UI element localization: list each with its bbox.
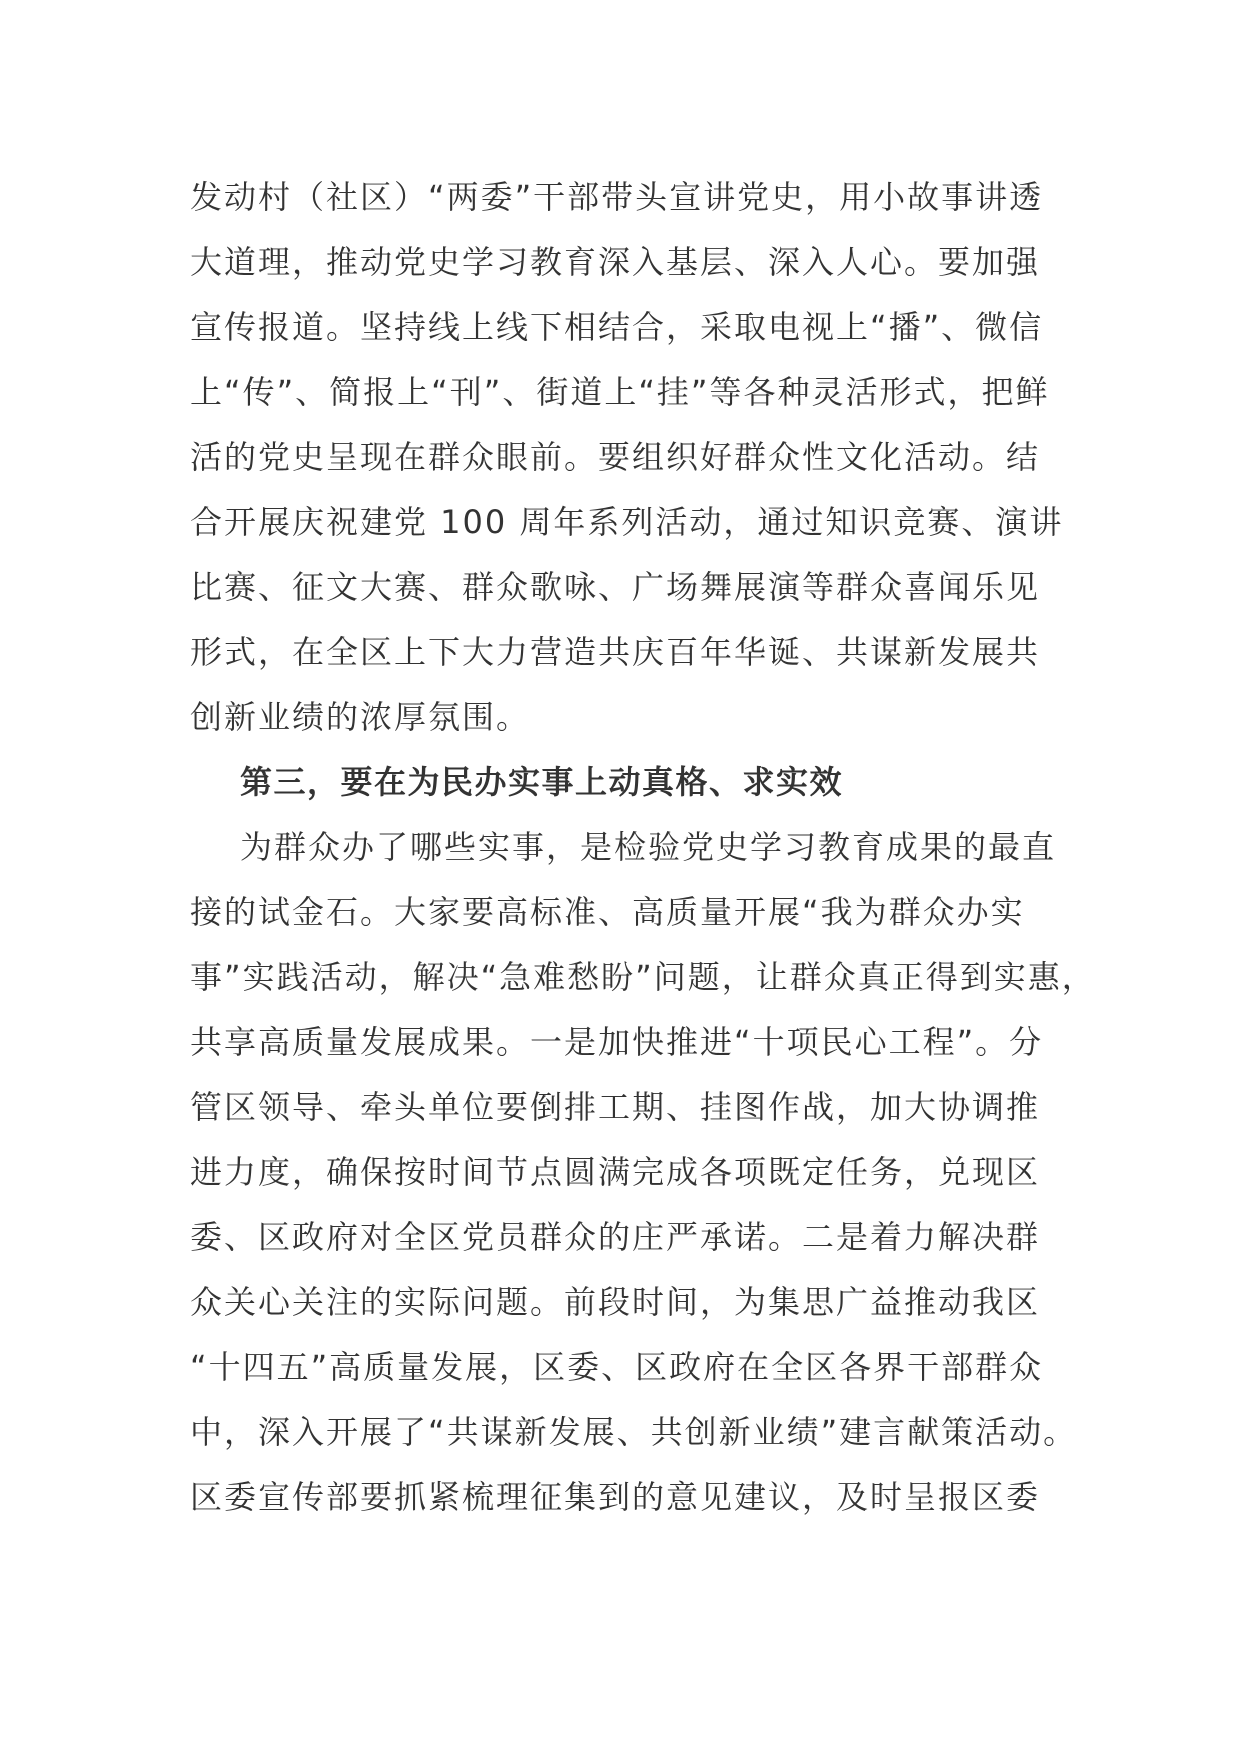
text-line: “十四五”高质量发展，区委、区政府在全区各界干部群众	[190, 1348, 1044, 1386]
text-line: 中，深入开展了“共谋新发展、共创新业绩”建言献策活动。	[190, 1413, 1078, 1451]
text-line: 大道理，推动党史学习教育深入基层、深入人心。要加强	[190, 243, 1041, 281]
text-line: 委、区政府对全区党员群众的庄严承诺。二是着力解决群	[190, 1218, 1041, 1256]
paragraph	[190, 815, 1096, 1530]
text-line: 比赛、征文大赛、群众歌咏、广场舞展演等群众喜闻乐见	[190, 568, 1041, 606]
text-line: 为群众办了哪些实事，是检验党史学习教育成果的最直	[240, 828, 1057, 866]
text-line: 发动村（社区）“两委”干部带头宣讲党史，用小故事讲透	[190, 178, 1044, 216]
document-body	[190, 165, 1096, 1530]
text-line: 管区领导、牵头单位要倒排工期、挂图作战，加大协调推	[190, 1088, 1041, 1126]
text-line: 接的试金石。大家要高标准、高质量开展“我为群众办实	[190, 893, 1025, 931]
section-heading: 第三，要在为民办实事上动真格、求实效	[240, 763, 844, 801]
text-line: 宣传报道。坚持线上线下相结合，采取电视上“播”、微信	[190, 308, 1044, 346]
text-line: 形式，在全区上下大力营造共庆百年华诞、共谋新发展共	[190, 633, 1041, 671]
text-line: 活的党史呈现在群众眼前。要组织好群众性文化活动。结	[190, 438, 1041, 476]
text-line: 众关心关注的实际问题。前段时间，为集思广益推动我区	[190, 1283, 1041, 1321]
text-line: 合开展庆祝建党 100 周年系列活动，通过知识竞赛、演讲	[190, 503, 1064, 541]
text-line: 上“传”、简报上“刊”、街道上“挂”等各种灵活形式，把鲜	[190, 373, 1050, 411]
text-line: 共享高质量发展成果。一是加快推进“十项民心工程”。分	[190, 1023, 1044, 1061]
text-line: 进力度，确保按时间节点圆满完成各项既定任务，兑现区	[190, 1153, 1041, 1191]
text-line: 区委宣传部要抓紧梳理征集到的意见建议，及时呈报区委	[190, 1478, 1041, 1516]
text-line: 事”实践活动，解决“急难愁盼”问题，让群众真正得到实惠，	[190, 958, 1096, 996]
paragraph-continued	[190, 165, 1090, 750]
text-line: 创新业绩的浓厚氛围。	[190, 698, 531, 736]
